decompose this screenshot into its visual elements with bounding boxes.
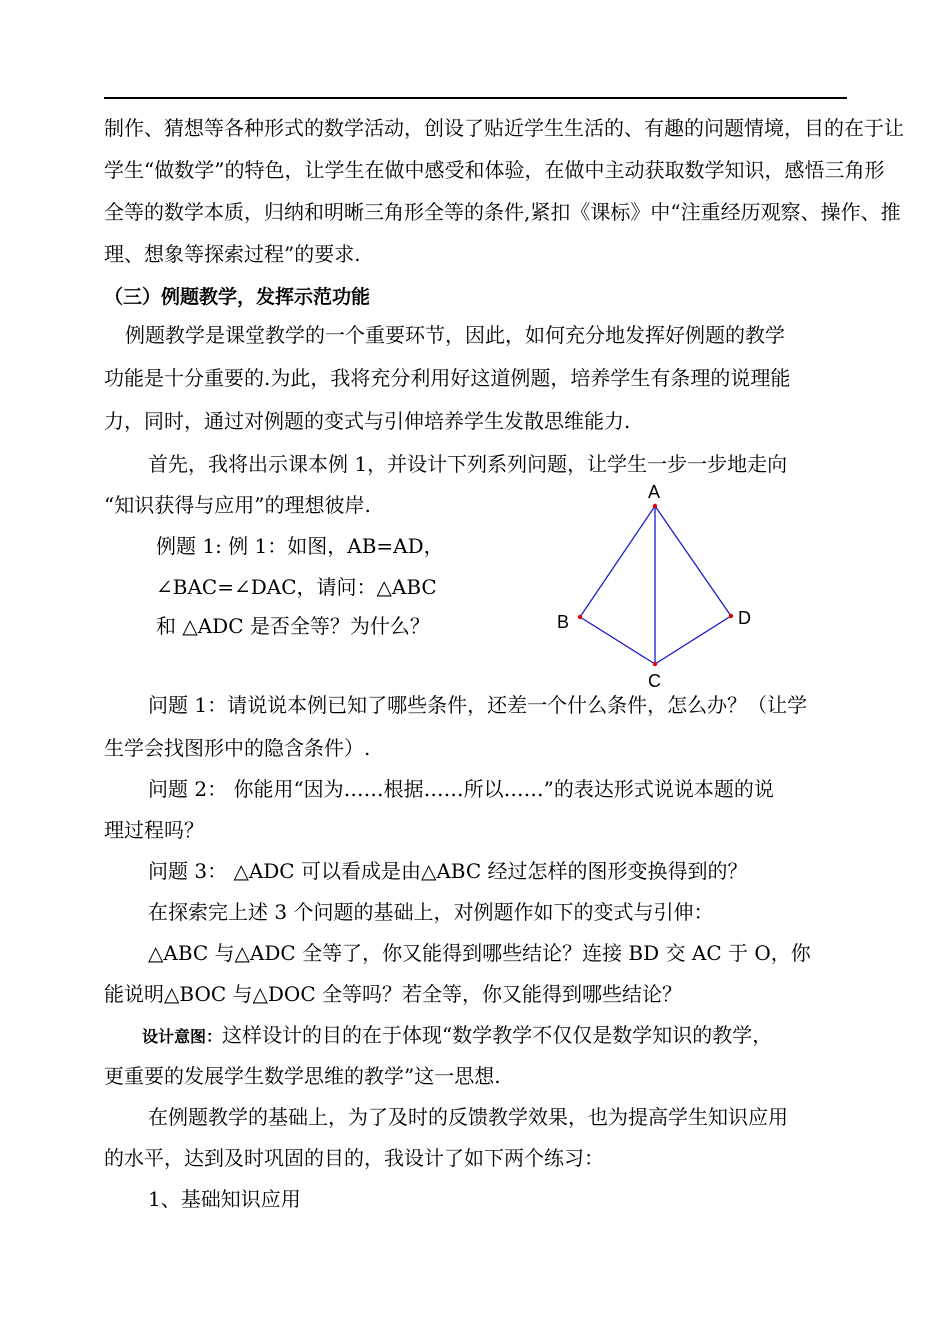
figure-lines bbox=[580, 506, 731, 664]
q2-line-2: 理过程吗？ bbox=[104, 818, 204, 842]
q2-line-1: 问题 2： 你能用“因为……根据……所以……”的表达形式说说本题的说 bbox=[148, 777, 774, 801]
segment-ab bbox=[580, 506, 655, 617]
example-line-1: 例题 1: 例 1：如图，AB=AD， bbox=[156, 534, 444, 558]
para2-line-2: “知识获得与应用”的理想彼岸. bbox=[104, 493, 371, 517]
intro-line-3: 全等的数学本质，归纳和明晰三角形全等的条件,紧扣《课标》中“注重经历观察、操作、推 bbox=[104, 200, 901, 224]
q1-line-2: 生学会找图形中的隐含条件）. bbox=[104, 736, 371, 760]
item-1: 1、基础知识应用 bbox=[148, 1187, 301, 1211]
point-a bbox=[653, 504, 657, 508]
para4-line-2: 能说明△BOC 与△DOC 全等吗？若全等，你又能得到哪些结论？ bbox=[104, 982, 682, 1006]
design-line-2: 更重要的发展学生数学思维的教学”这一思想. bbox=[104, 1064, 501, 1088]
intro-line-2: 学生“做数学”的特色，让学生在做中感受和体验，在做中主动获取数学知识，感悟三角形 bbox=[104, 158, 885, 182]
label-c: C bbox=[648, 671, 661, 690]
q3-line: 问题 3： △ADC 可以看成是由△ABC 经过怎样的图形变换得到的？ bbox=[148, 859, 748, 883]
header-rule bbox=[104, 97, 847, 99]
segment-ad bbox=[655, 506, 731, 616]
para1-line-2: 功能是十分重要的.为此，我将充分利用好这道例题，培养学生有条理的说理能 bbox=[104, 366, 791, 390]
para5-line-2: 的水平，达到及时巩固的目的，我设计了如下两个练习： bbox=[104, 1146, 604, 1170]
para3-line: 在探索完上述 3 个问题的基础上，对例题作如下的变式与引伸： bbox=[148, 900, 714, 924]
intro-line-4: 理、想象等探索过程”的要求. bbox=[104, 242, 361, 266]
label-b: B bbox=[557, 612, 570, 632]
para1-line-1: 例题教学是课堂教学的一个重要环节，因此，如何充分地发挥好例题的教学 bbox=[125, 323, 785, 347]
para5-line-1: 在例题教学的基础上，为了及时的反馈教学效果，也为提高学生知识应用 bbox=[148, 1105, 788, 1129]
design-text-1: 这样设计的目的在于体现“数学教学不仅仅是数学知识的教学， bbox=[222, 1023, 773, 1047]
design-label: 设计意图： bbox=[142, 1027, 223, 1046]
label-d: D bbox=[738, 608, 751, 628]
point-c bbox=[653, 662, 657, 666]
para2-line-1: 首先，我将出示课本例 1，并设计下列系列问题，让学生一步一步地走向 bbox=[148, 452, 788, 476]
kite-figure bbox=[540, 478, 770, 690]
para4-line-1: △ABC 与△ADC 全等了，你又能得到哪些结论？连接 BD 交 AC 于 O，你 bbox=[148, 941, 811, 965]
label-a: A bbox=[648, 482, 661, 502]
example-line-2: ∠BAC=∠DAC，请问：△ABC bbox=[156, 575, 437, 599]
section-heading: （三）例题教学，发挥示范功能 bbox=[104, 286, 371, 308]
segment-dc bbox=[655, 616, 731, 664]
para1-line-3: 力，同时，通过对例题的变式与引伸培养学生发散思维能力. bbox=[104, 409, 631, 433]
intro-line-1: 制作、猜想等各种形式的数学活动，创设了贴近学生生活的、有趣的问题情境，目的在于让 bbox=[104, 116, 904, 140]
design-line-1 bbox=[142, 1018, 772, 1054]
example-line-3: 和 △ADC 是否全等？为什么？ bbox=[156, 614, 430, 638]
segment-bc bbox=[580, 617, 655, 664]
q1-line-1: 问题 1：请说说本例已知了哪些条件，还差一个什么条件，怎么办？（让学 bbox=[148, 693, 808, 717]
point-d bbox=[729, 614, 733, 618]
point-b bbox=[578, 615, 582, 619]
